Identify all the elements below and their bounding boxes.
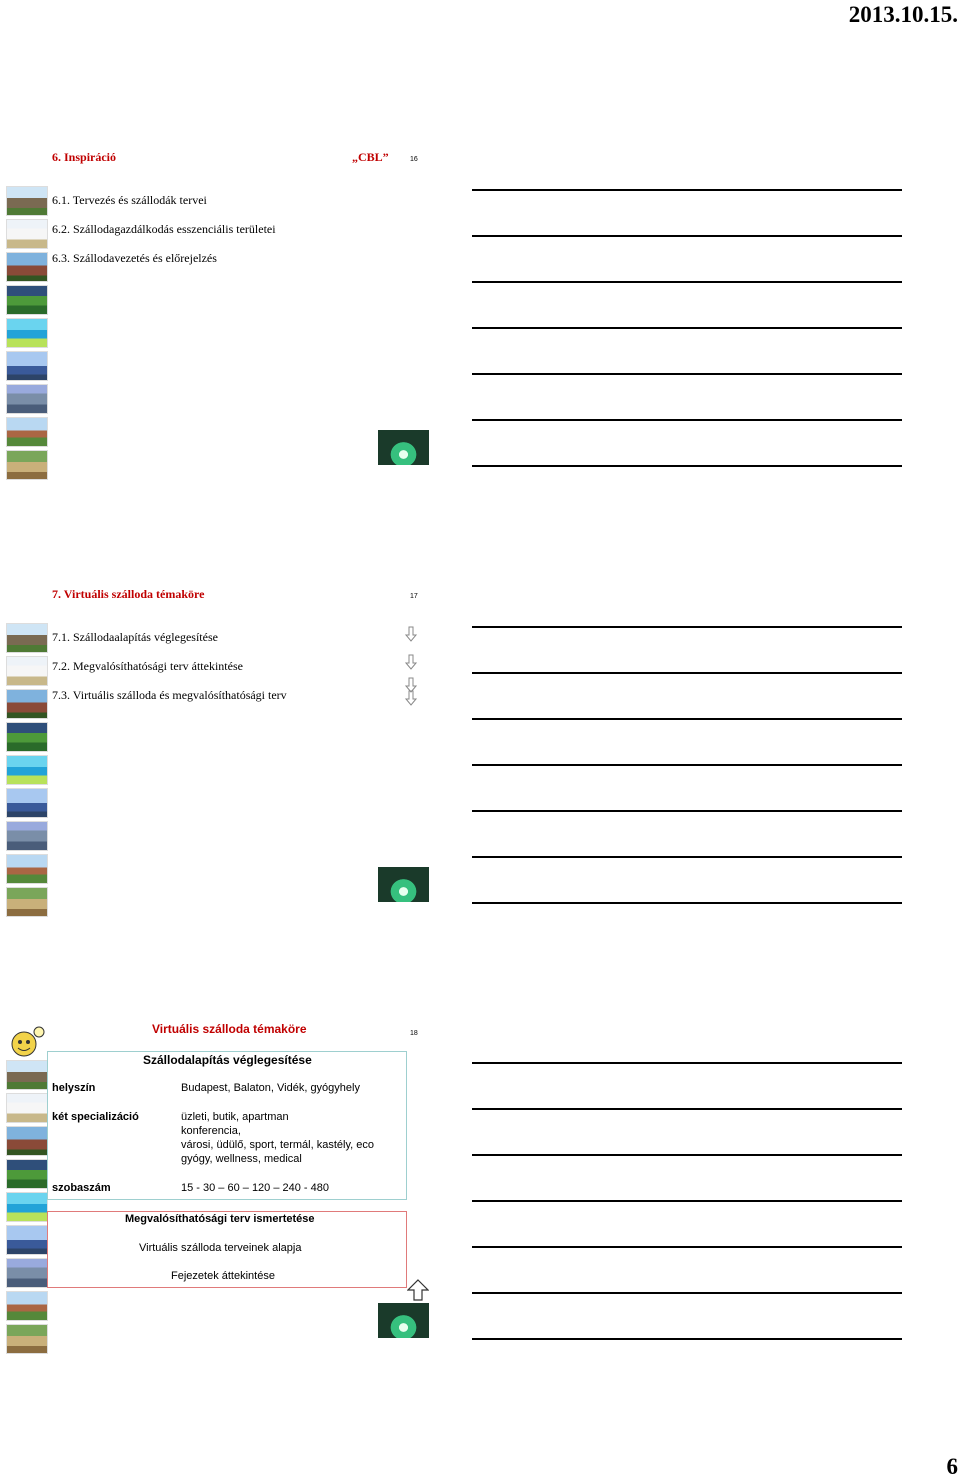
hotel-photo-icon [6, 384, 48, 414]
hotel-thumbnails [6, 1060, 48, 1357]
hotel-photo-icon [6, 1192, 48, 1222]
slide-title: 6. Inspiráció [52, 150, 117, 164]
hotel-photo-icon [6, 1258, 48, 1288]
hotel-photo-icon [6, 854, 48, 884]
arrow-down-icon [405, 626, 417, 642]
slide-subtitle: „CBL” [352, 150, 389, 164]
hotel-photo-icon [6, 887, 48, 917]
list-item: 6.3. Szállodavezetés és előrejelzés [52, 251, 217, 265]
arrow-up-icon [407, 1279, 429, 1301]
hotel-photo-icon [6, 186, 48, 216]
fountain-photo-icon [378, 430, 429, 465]
row-value: Budapest, Balaton, Vidék, gyógyhely [181, 1082, 360, 1094]
hotel-photo-icon [6, 722, 48, 752]
list-item: 7.2. Megvalósíthatósági terv áttekintése [52, 659, 243, 673]
slide-title: 7. Virtuális szálloda témaköre [52, 587, 205, 601]
hotel-photo-icon [6, 821, 48, 851]
hotel-photo-icon [6, 252, 48, 282]
hotel-photo-icon [6, 417, 48, 447]
hotel-photo-icon [6, 1126, 48, 1156]
arrow-down-icon [405, 654, 417, 670]
row-value: gyógy, wellness, medical [181, 1153, 302, 1165]
row-value: üzleti, butik, apartman [181, 1111, 289, 1123]
note-lines [472, 1062, 902, 1384]
slide-16 [0, 140, 960, 520]
hotel-photo-icon [6, 1159, 48, 1189]
box-line: Virtuális szálloda terveinek alapja [139, 1242, 302, 1254]
box-line: Fejezetek áttekintése [171, 1270, 275, 1282]
hotel-photo-icon [6, 1093, 48, 1123]
slide-number: 18 [410, 1030, 418, 1037]
page-number: 6 [946, 1454, 958, 1479]
hotel-thumbnails [6, 623, 48, 920]
box-title: Megvalósíthatósági terv ismertetése [125, 1213, 315, 1225]
hotel-photo-icon [6, 1225, 48, 1255]
list-item: 7.1. Szállodaalapítás véglegesítése [52, 630, 218, 644]
slide-17 [0, 577, 960, 957]
hotel-photo-icon [6, 689, 48, 719]
fountain-photo-icon [378, 1303, 429, 1338]
note-lines [472, 626, 902, 948]
row-label: helyszín [52, 1082, 96, 1094]
box-title: Szállodalapítás véglegesítése [143, 1053, 312, 1067]
row-value: 15 - 30 – 60 – 120 – 240 - 480 [181, 1182, 330, 1194]
hotel-photo-icon [6, 755, 48, 785]
fountain-photo-icon [378, 867, 429, 902]
row-value: városi, üdülő, sport, termál, kastély, eco [181, 1139, 374, 1151]
list-item: 6.1. Tervezés és szállodák tervei [52, 193, 207, 207]
hotel-thumbnails [6, 186, 48, 483]
slide-number: 16 [410, 156, 418, 163]
hotel-photo-icon [6, 219, 48, 249]
date-header: 2013.10.15. [848, 2, 958, 27]
hotel-photo-icon [6, 656, 48, 686]
note-lines [472, 189, 902, 511]
hotel-photo-icon [6, 623, 48, 653]
list-item: 6.2. Szállodagazdálkodás esszenciális területei [52, 222, 276, 236]
list-item: 7.3. Virtuális szálloda és megvalósíthatósági terv [52, 688, 287, 702]
hotel-photo-icon [6, 285, 48, 315]
arrow-down-icon [405, 690, 417, 706]
row-label: szobaszám [52, 1182, 111, 1194]
lightbulb-mascot-icon [6, 1024, 46, 1058]
hotel-photo-icon [6, 788, 48, 818]
slide-title: Virtuális szálloda témaköre [152, 1022, 307, 1036]
row-label: két specializáció [52, 1111, 139, 1123]
hotel-photo-icon [6, 351, 48, 381]
hotel-photo-icon [6, 1060, 48, 1090]
hotel-photo-icon [6, 318, 48, 348]
row-value: konferencia, [181, 1125, 241, 1137]
hotel-photo-icon [6, 1324, 48, 1354]
hotel-photo-icon [6, 450, 48, 480]
slide-number: 17 [410, 593, 418, 600]
hotel-photo-icon [6, 1291, 48, 1321]
